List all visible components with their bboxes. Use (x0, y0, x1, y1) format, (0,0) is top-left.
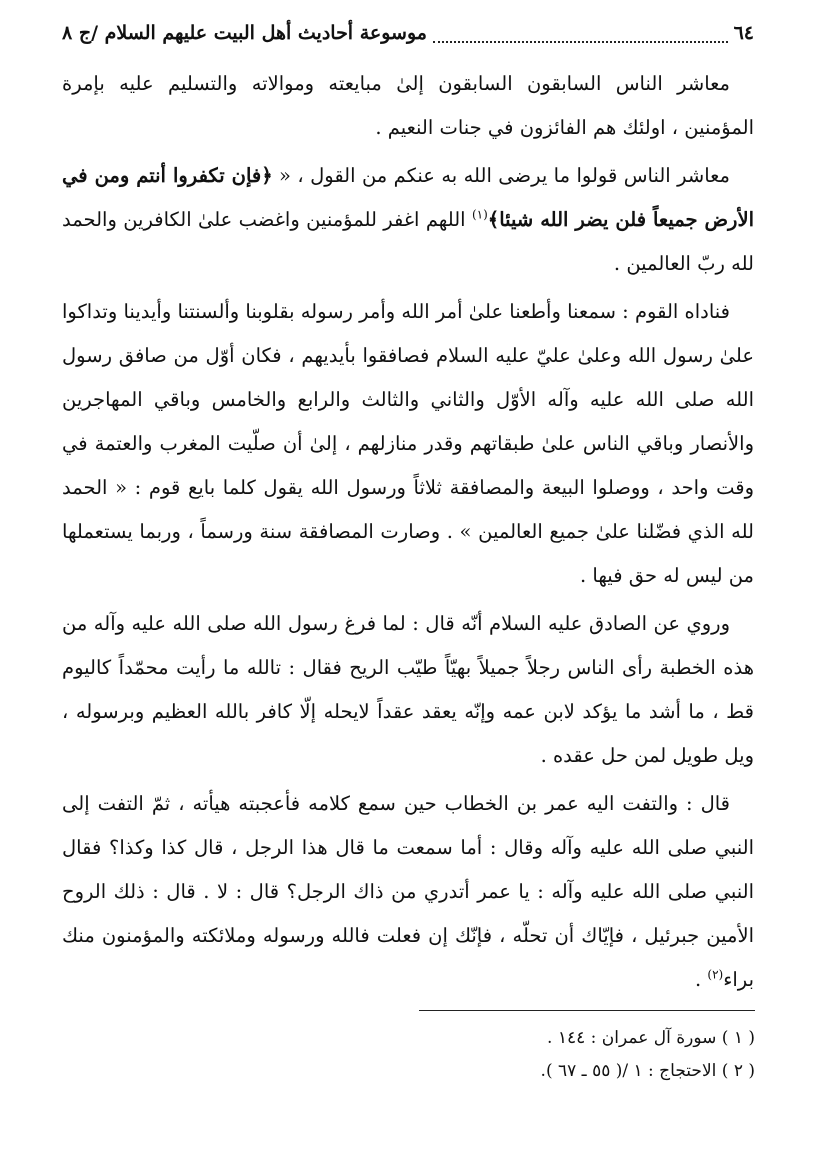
paragraph-text: . (694, 968, 708, 991)
quran-verse: ﴿فإن تكفروا أنتم ومن في الأرض جميعاً فلن يضر الله شيئا﴾ (62, 164, 754, 231)
footnote-2: ( ٢ ) الاحتجاج : ١ /( ٥٥ ـ ٦٧ ). (540, 1061, 755, 1081)
footnotes (63, 1022, 755, 1088)
paragraph-text: فناداه القوم : سمعنا وأطعنا علىٰ أمر الله وأمر رسوله بقلوبنا وألسنتنا وأيدينا وتداكوا علىٰ رسول الله وعلىٰ عليّ عليه السلام فصافقوا بأيديهم ، فكان أوّل من صافق رسول الله صلى الله عليه وآله الأوّل والثاني والثالث والرابع والخامس وباقي المهاجرين والأنصار وباقي الناس علىٰ طبقاتهم وقدر منازلهم ، إلىٰ أن صلّيت المغرب والعتمة في وقت واحد ، ووصلوا البيعة والمصافقة ثلاثاً ورسول الله يقول كلما بايع قوم : « الحمد لله الذي فضّلنا علىٰ جميع العالمين » . وصارت المصافقة سنة ورسماً ، وربما يستعملها من ليس له حق فيها . (62, 300, 754, 587)
page-number: ٦٤ (733, 22, 754, 44)
footnote-divider (419, 1010, 755, 1011)
footnote-area (63, 0, 755, 1162)
footnote-1: ( ١ ) سورة آل عمران : ١٤٤ . (547, 1028, 755, 1048)
footnote-marker[interactable]: (١) (471, 207, 488, 222)
paragraph-text: وروي عن الصادق عليه السلام أنّه قال : لما فرغ رسول الله صلى الله عليه وآله من هذه الخطبة رأى الناس رجلاً جميلاً بهيّاً طيّب الريح فقال : تالله ما رأيت محمّداً كاليوم قط ، ما أشد ما يؤكد لابن عمه وإنّه يعقد عقداً لايحله إلّا كافر بالله العظيم وبرسوله ، ويل طويل لمن حل عقده . (62, 612, 754, 767)
paragraph-text: معاشر الناس السابقون السابقون إلىٰ مبايعته وموالاته والتسليم عليه بإمرة المؤمنين ، اولئك هم الفائزون في جنات النعيم . (62, 72, 754, 139)
paragraph-text: معاشر الناس قولوا ما يرضى الله به عنكم من القول ، « (272, 164, 730, 187)
footnote-marker[interactable]: (٢) (707, 967, 724, 982)
book-title: موسوعة أحاديث أهل البيت عليهم السلام /ج ٨ (62, 22, 427, 44)
paragraph-text: اللهم اغفر للمؤمنين واغضب علىٰ الكافرين والحمد لله ربّ العالمين . (62, 208, 754, 275)
paragraph-text: قال : والتفت اليه عمر بن الخطاب حين سمع كلامه فأعجبته هيأته ، ثمّ التفت إلى النبي صلى الله عليه وآله وقال : أما سمعت ما قال هذا الرجل ، قال كذا وكذا؟ فقال النبي صلى الله عليه وآله : يا عمر أتدري من ذاك الرجل؟ قال : لا . قال : ذلك الروح الأمين جبرئيل ، فإيّاك أن تحلّه ، فإنّك إن فعلت فالله ورسوله وملائكته والمؤمنون منك براء (62, 792, 754, 991)
